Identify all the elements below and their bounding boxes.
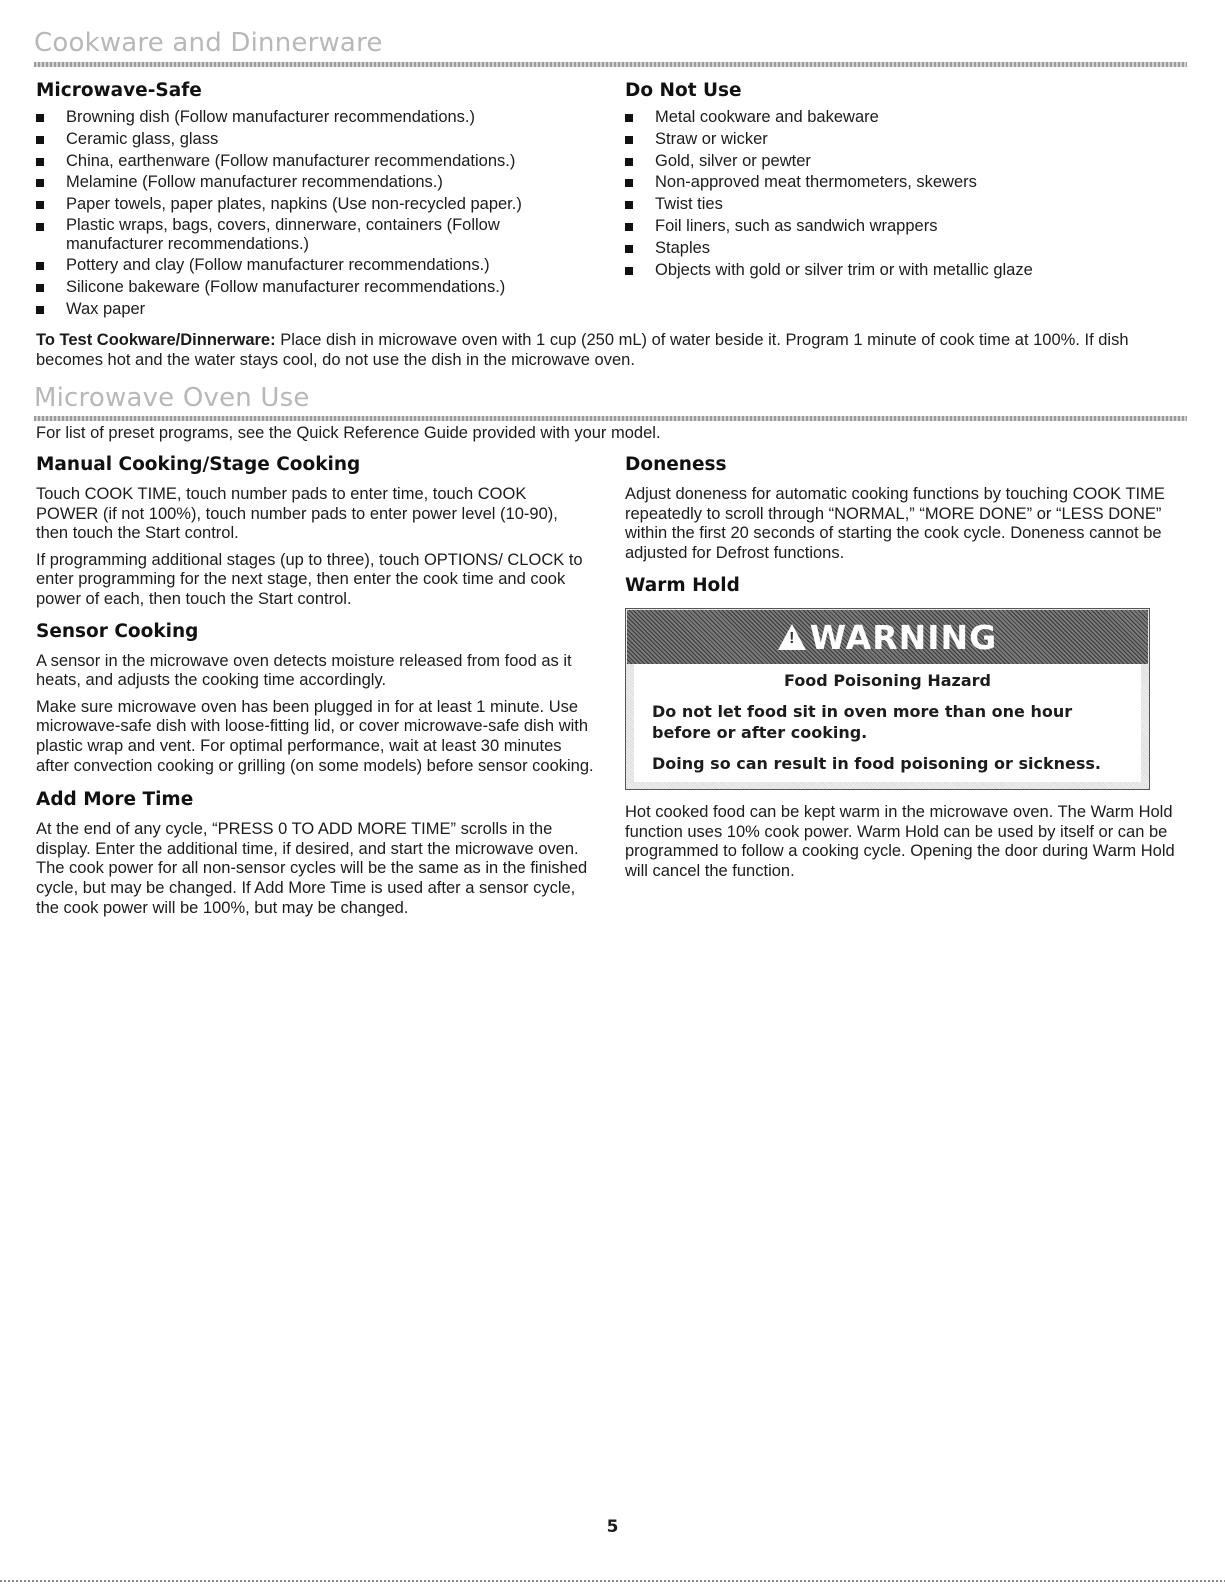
list-item: Browning dish (Follow manufacturer recommendations.)	[36, 107, 596, 129]
warm-hold-p1: Hot cooked food can be kept warm in the microwave oven. The Warm Hold function uses 10% cook power. Warm Hold can be used by itself or can be programmed to follow a cooking cycle. Opening the door during Warm Hold will cancel the function.	[625, 803, 1175, 880]
doneness-p1: Adjust doneness for automatic cooking functions by touching COOK TIME repeatedly to scroll through “NORMAL,” “MORE DONE” or “LESS DONE” within the first 20 seconds of starting the cook cycle. Doneness cannot be adjusted for Defrost functions.	[625, 485, 1165, 562]
add-more-time-p1: At the end of any cycle, “PRESS 0 TO ADD MORE TIME” scrolls in the display. Enter the additional time, if desired, and start the microwave oven. The cook power for all non-sensor cycles will be the same as in the finished cycle, but may be changed. If Add More Time is used after a sensor cycle, the cook power will be 100%, but may be changed.	[36, 820, 588, 917]
microwave-safe-list	[36, 107, 596, 320]
do-not-use-list	[625, 107, 1185, 281]
test-cookware-paragraph	[36, 331, 1186, 370]
bullet-icon	[36, 179, 44, 187]
microwave-safe-column	[36, 80, 596, 320]
list-item: Silicone bakeware (Follow manufacturer recommendations.)	[36, 277, 596, 299]
test-cookware-text: Place dish in microwave oven with 1 cup (250 mL) of water beside it. Program 1 minute of cook time at 100%. If dish becomes hot and the water stays cool, do not use the dish in the microwave oven.	[36, 331, 1129, 369]
list-item: Twist ties	[625, 194, 1185, 216]
list-item: Foil liners, such as sandwich wrappers	[625, 216, 1185, 238]
list-item: Staples	[625, 238, 1185, 260]
do-not-use-column	[625, 80, 1185, 281]
sensor-cooking-p2: Make sure microwave oven has been plugged in for at least 1 minute. Use microwave-safe dish with loose-fitting lid, or cover microwave-safe dish with plastic wrap and vent. For optimal performance, wait at least 30 minutes after convection cooking or grilling (on some models) before sensor cooking.	[36, 697, 594, 775]
list-item: Non-approved meat thermometers, skewers	[625, 172, 1185, 194]
bullet-icon	[36, 136, 44, 144]
warning-line-1: Do not let food sit in oven more than one hour before or after cooking.	[652, 702, 1073, 742]
list-item: China, earthenware (Follow manufacturer recommendations.)	[36, 151, 596, 173]
bullet-icon	[625, 223, 633, 231]
list-item: Wax paper	[36, 299, 596, 321]
list-item: Pottery and clay (Follow manufacturer recommendations.)	[36, 255, 596, 277]
microwave-safe-heading: Microwave-Safe	[36, 80, 202, 101]
manual-cooking-p1: Touch COOK TIME, touch number pads to enter time, touch COOK POWER (if not 100%), touch number pads to enter power level (10-90), then touch the Start control.	[36, 485, 558, 543]
bullet-icon	[36, 262, 44, 270]
bullet-icon	[36, 158, 44, 166]
bottom-rule	[0, 1580, 1225, 1582]
bullet-icon	[36, 201, 44, 209]
list-item: Ceramic glass, glass	[36, 129, 596, 151]
test-cookware-label: To Test Cookware/Dinnerware:	[36, 331, 276, 349]
section-title-microwave-use: Microwave Oven Use	[34, 383, 310, 413]
warning-hazard-title: Food Poisoning Hazard	[784, 671, 991, 690]
page-number: 5	[606, 1517, 619, 1537]
left-column	[36, 454, 596, 918]
list-item: Plastic wraps, bags, covers, dinnerware, containers (Follow manufacturer recommendations.)	[36, 216, 596, 255]
bullet-icon	[625, 158, 633, 166]
list-item: Melamine (Follow manufacturer recommendations.)	[36, 172, 596, 194]
bullet-icon	[625, 245, 633, 253]
bullet-icon	[625, 114, 633, 122]
list-item: Gold, silver or pewter	[625, 151, 1185, 173]
do-not-use-heading: Do Not Use	[625, 80, 742, 101]
add-more-time-heading: Add More Time	[36, 789, 194, 811]
sensor-cooking-p1: A sensor in the microwave oven detects moisture released from food as it heats, and adjusts the cooking time accordingly.	[36, 651, 572, 690]
bullet-icon	[36, 306, 44, 314]
bullet-icon	[625, 267, 633, 275]
preset-intro: For list of preset programs, see the Quick Reference Guide provided with your model.	[36, 424, 661, 442]
list-item: Objects with gold or silver trim or with metallic glaze	[625, 260, 1185, 282]
manual-cooking-p2: If programming additional stages (up to three), touch OPTIONS/ CLOCK to enter programming for the next stage, then enter the cook time and cook power of each, then touch the Start control.	[36, 550, 583, 608]
warning-triangle-icon: !	[778, 624, 806, 650]
bullet-icon	[625, 201, 633, 209]
warning-banner	[627, 610, 1148, 664]
bullet-icon	[36, 223, 44, 231]
sensor-cooking-heading: Sensor Cooking	[36, 620, 199, 642]
warm-hold-heading: Warm Hold	[625, 575, 740, 597]
doneness-heading: Doneness	[625, 454, 727, 475]
warning-content	[634, 664, 1141, 782]
section-title-cookware: Cookware and Dinnerware	[34, 28, 383, 58]
bullet-icon	[625, 179, 633, 187]
list-item: Straw or wicker	[625, 129, 1185, 151]
bullet-icon	[36, 114, 44, 122]
list-item: Paper towels, paper plates, napkins (Use non-recycled paper.)	[36, 194, 596, 216]
right-column	[625, 454, 1185, 596]
bullet-icon	[36, 284, 44, 292]
section-rule	[34, 62, 1187, 67]
manual-cooking-heading: Manual Cooking/Stage Cooking	[36, 454, 361, 475]
warning-label: WARNING	[809, 617, 998, 657]
warning-line-2: Doing so can result in food poisoning or sickness.	[652, 754, 1101, 773]
bullet-icon	[625, 136, 633, 144]
list-item: Metal cookware and bakeware	[625, 107, 1185, 129]
warning-box	[625, 608, 1150, 790]
section-rule	[34, 416, 1187, 421]
